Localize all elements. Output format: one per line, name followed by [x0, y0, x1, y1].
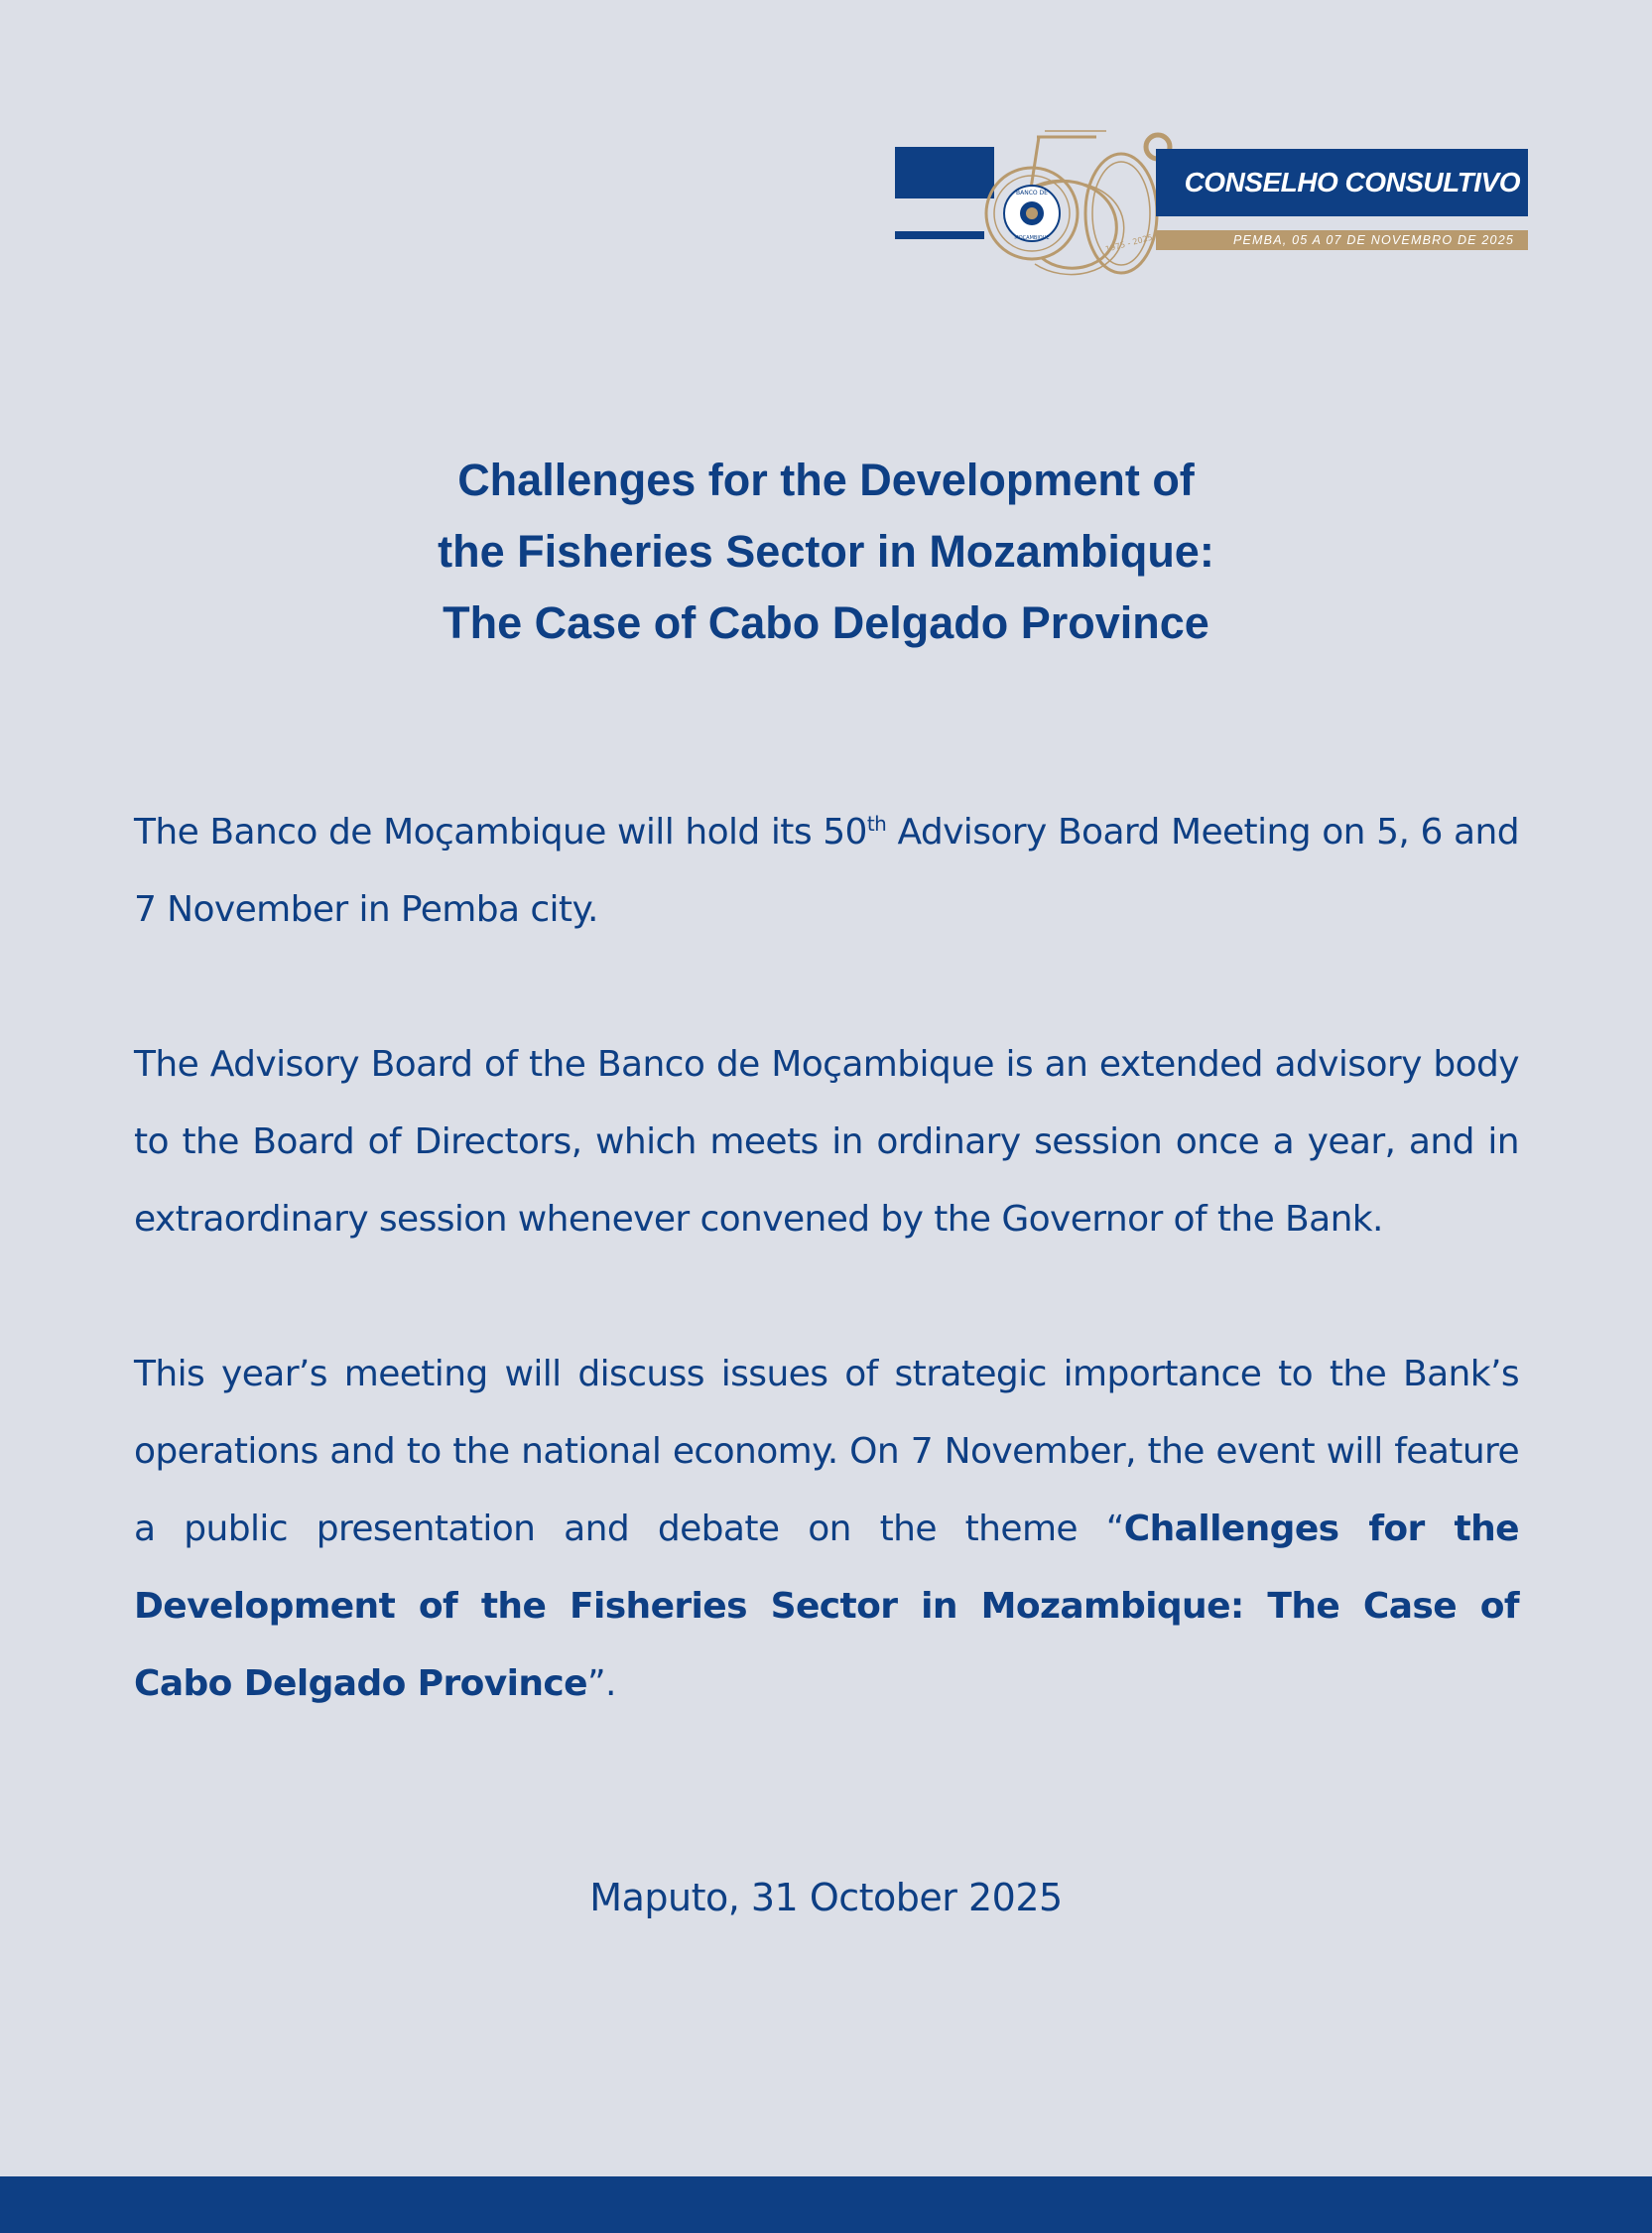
footer-bar [0, 2176, 1652, 2233]
logo-subtitle-box [1156, 230, 1528, 250]
logo-subtitle: PEMBA, 05 A 07 DE NOVEMBRO DE 2025 [1232, 233, 1514, 247]
place-date-signoff: Maputo, 31 October 2025 [589, 1876, 1063, 1919]
svg-text:1975 - 2025: 1975 - 2025 [1104, 232, 1154, 254]
conference-logo [888, 119, 1533, 278]
svg-text:MOÇAMBIQUE: MOÇAMBIQUE [1014, 235, 1050, 241]
document-title [0, 445, 1652, 659]
logo-title-box [1156, 149, 1528, 216]
p3-text-after: ”. [586, 1663, 616, 1704]
title-line-1: Challenges for the Development of [457, 455, 1195, 505]
p3-text-before: This year’s meeting will discuss issues of strategic importance to the Bank’s operations and to the national economy. On 7 November, the event will feature a public presentation and debate on the theme “ [134, 1354, 1519, 1549]
theme-title-bold: Challenges for the Development of the Fisheries Sector in Mozambique: The Case of Cabo Delgado Province [134, 1509, 1519, 1704]
paragraph-advisory-board: The Advisory Board of the Banco de Moçambique is an extended advisory body to the Board of Directors, which meets in ordinary session once a year, and in extraordinary session whenever convened by the Governor of the Bank. [134, 1044, 1519, 1240]
paragraph-meeting-theme [134, 1336, 1519, 1723]
p1-text-before: The Banco de Moçambique will hold its 50 [134, 812, 867, 853]
anniversary-50-emblem [948, 119, 1176, 278]
paragraph-meeting-announcement [134, 794, 1519, 949]
svg-text:BANCO DE: BANCO DE [1016, 190, 1048, 197]
title-line-3: The Case of Cabo Delgado Province [443, 597, 1209, 648]
title-line-2: the Fisheries Sector in Mozambique: [438, 526, 1214, 577]
logo-title: CONSELHO CONSULTIVO [1184, 167, 1520, 197]
press-release-body [134, 794, 1519, 1800]
p1-text-after: Advisory Board Meeting on 5, 6 and 7 November in Pemba city. [134, 812, 1519, 930]
ordinal-suffix: th [866, 812, 887, 836]
